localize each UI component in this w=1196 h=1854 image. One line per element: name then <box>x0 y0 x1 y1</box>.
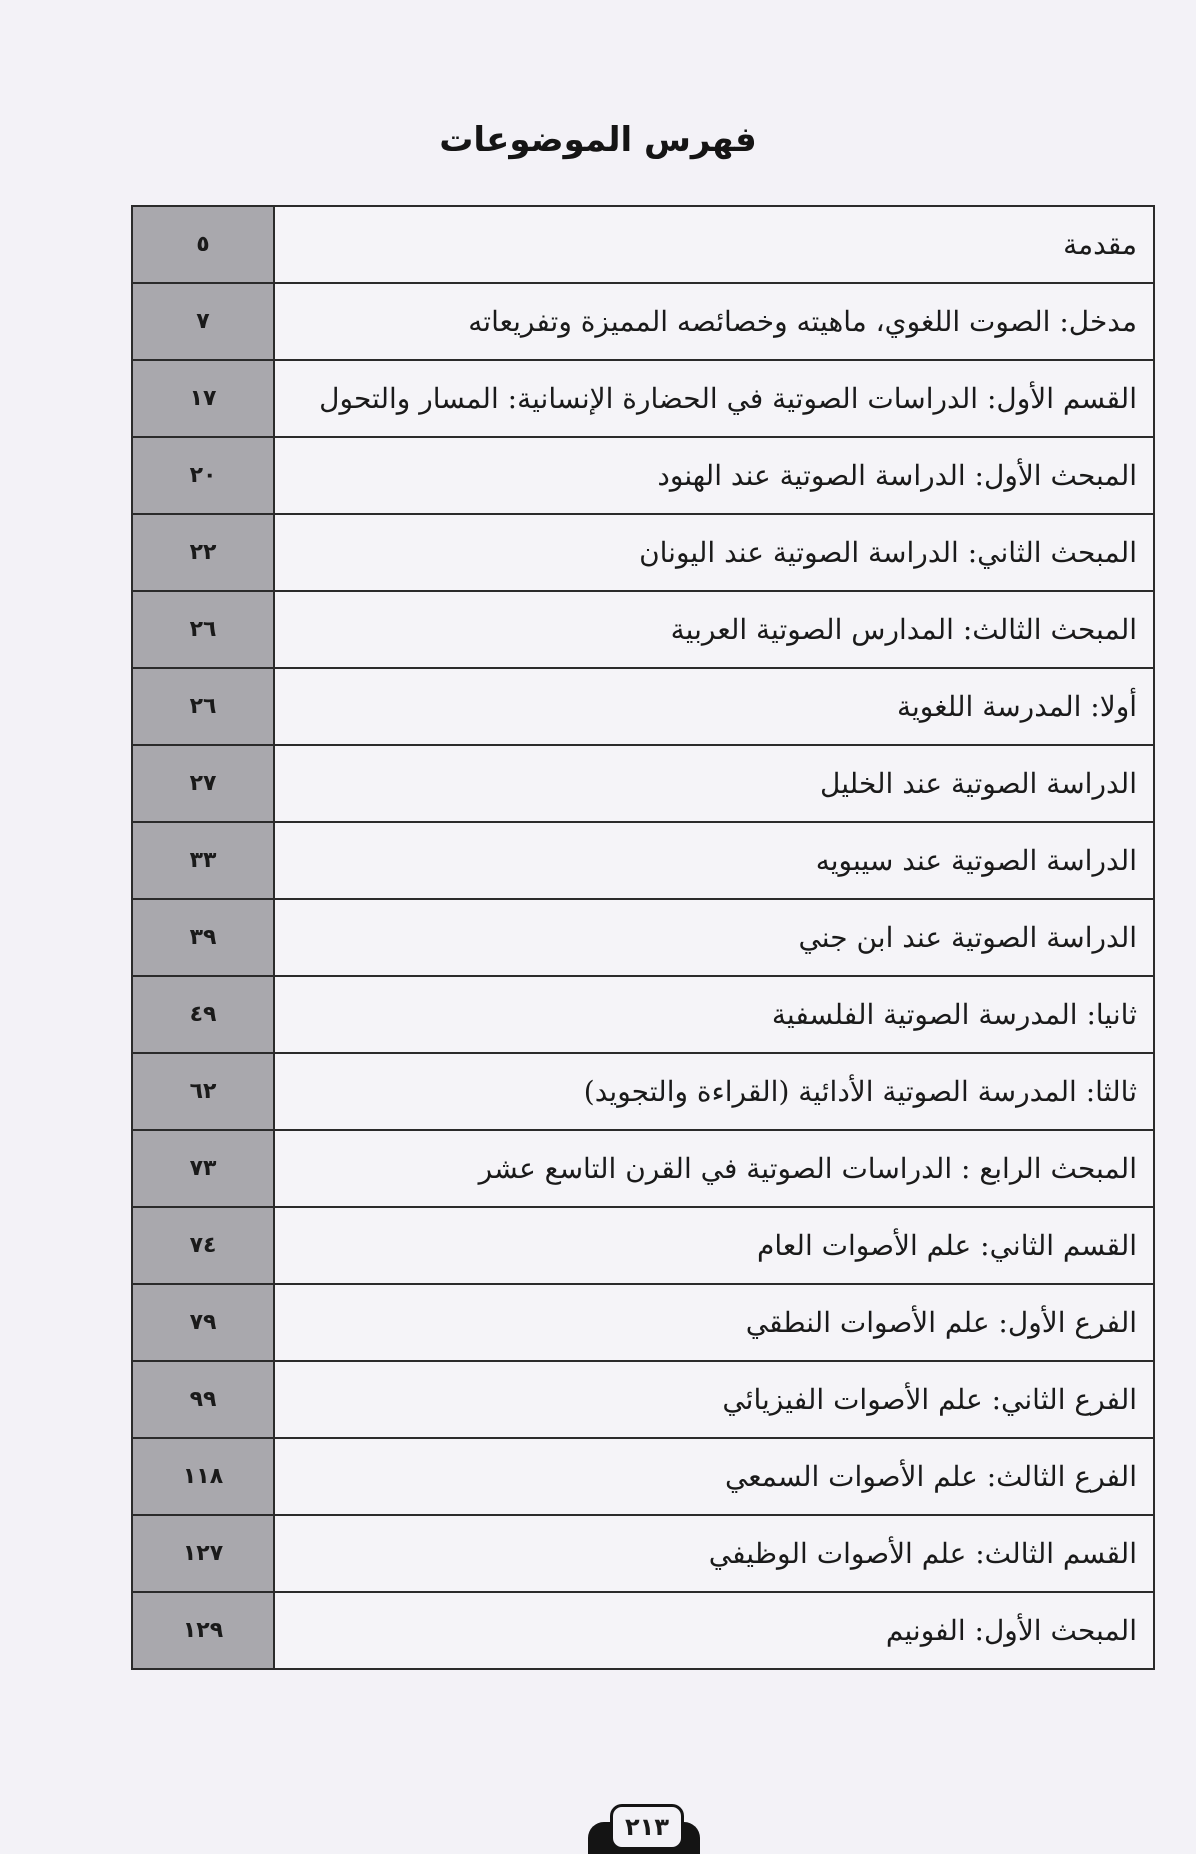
toc-row <box>132 745 1154 822</box>
toc-entry-title: المبحث الرابع : الدراسات الصوتية في القرن التاسع عشر <box>274 1130 1154 1207</box>
toc-entry-page: ١٢٩ <box>132 1592 274 1669</box>
toc-entry-title: الفرع الثالث: علم الأصوات السمعي <box>274 1438 1154 1515</box>
toc-entry-title: القسم الأول: الدراسات الصوتية في الحضارة الإنسانية: المسار والتحول <box>274 360 1154 437</box>
toc-row <box>132 976 1154 1053</box>
toc-row <box>132 514 1154 591</box>
toc-entry-page: ٢٧ <box>132 745 274 822</box>
toc-entry-title: المبحث الثالث: المدارس الصوتية العربية <box>274 591 1154 668</box>
toc-entry-title: المبحث الأول: الدراسة الصوتية عند الهنود <box>274 437 1154 514</box>
toc-entry-page: ٥ <box>132 206 274 283</box>
toc-entry-title: ثانيا: المدرسة الصوتية الفلسفية <box>274 976 1154 1053</box>
toc-entry-title: المبحث الأول: الفونيم <box>274 1592 1154 1669</box>
toc-entry-page: ٤٩ <box>132 976 274 1053</box>
toc-entry-page: ٢٢ <box>132 514 274 591</box>
toc-row <box>132 1053 1154 1130</box>
toc-entry-title: الفرع الثاني: علم الأصوات الفيزيائي <box>274 1361 1154 1438</box>
toc-entry-title: مقدمة <box>274 206 1154 283</box>
toc-entry-title: الدراسة الصوتية عند الخليل <box>274 745 1154 822</box>
toc-row <box>132 1207 1154 1284</box>
toc-row <box>132 822 1154 899</box>
toc-row <box>132 1130 1154 1207</box>
page-title: فهرس الموضوعات <box>439 120 757 160</box>
toc-entry-page: ٢٠ <box>132 437 274 514</box>
toc-row <box>132 668 1154 745</box>
toc-entry-page: ٧ <box>132 283 274 360</box>
toc-row <box>132 899 1154 976</box>
toc-entry-page: ٢٦ <box>132 591 274 668</box>
toc-row <box>132 1361 1154 1438</box>
toc-entry-title: الدراسة الصوتية عند سيبويه <box>274 822 1154 899</box>
toc-entry-page: ١٧ <box>132 360 274 437</box>
toc-row <box>132 1284 1154 1361</box>
toc-row <box>132 283 1154 360</box>
toc-row <box>132 591 1154 668</box>
toc-row <box>132 1592 1154 1669</box>
toc-entry-title: مدخل: الصوت اللغوي، ماهيته وخصائصه المميزة وتفريعاته <box>274 283 1154 360</box>
toc-entry-title: القسم الثاني: علم الأصوات العام <box>274 1207 1154 1284</box>
toc-entry-title: القسم الثالث: علم الأصوات الوظيفي <box>274 1515 1154 1592</box>
toc-entry-title: الفرع الأول: علم الأصوات النطقي <box>274 1284 1154 1361</box>
toc-entry-page: ٦٢ <box>132 1053 274 1130</box>
toc-entry-page: ٢٦ <box>132 668 274 745</box>
toc-entry-title: الدراسة الصوتية عند ابن جني <box>274 899 1154 976</box>
toc-entry-page: ٣٣ <box>132 822 274 899</box>
toc-entry-page: ٧٤ <box>132 1207 274 1284</box>
toc-entry-page: ٧٣ <box>132 1130 274 1207</box>
toc-entry-page: ٣٩ <box>132 899 274 976</box>
page-number: ٢١٣ <box>610 1804 684 1850</box>
toc-entry-title: أولا: المدرسة اللغوية <box>274 668 1154 745</box>
page-number-tab <box>588 1804 700 1854</box>
toc-entry-title: المبحث الثاني: الدراسة الصوتية عند اليونان <box>274 514 1154 591</box>
toc-row <box>132 360 1154 437</box>
toc-entry-page: ١١٨ <box>132 1438 274 1515</box>
toc-entry-page: ٩٩ <box>132 1361 274 1438</box>
toc-row <box>132 206 1154 283</box>
toc-row <box>132 437 1154 514</box>
toc-row <box>132 1515 1154 1592</box>
toc-entry-title: ثالثا: المدرسة الصوتية الأدائية (القراءة والتجويد) <box>274 1053 1154 1130</box>
toc-entry-page: ٧٩ <box>132 1284 274 1361</box>
toc-row <box>132 1438 1154 1515</box>
toc-entry-page: ١٢٧ <box>132 1515 274 1592</box>
toc-table <box>131 205 1155 1670</box>
